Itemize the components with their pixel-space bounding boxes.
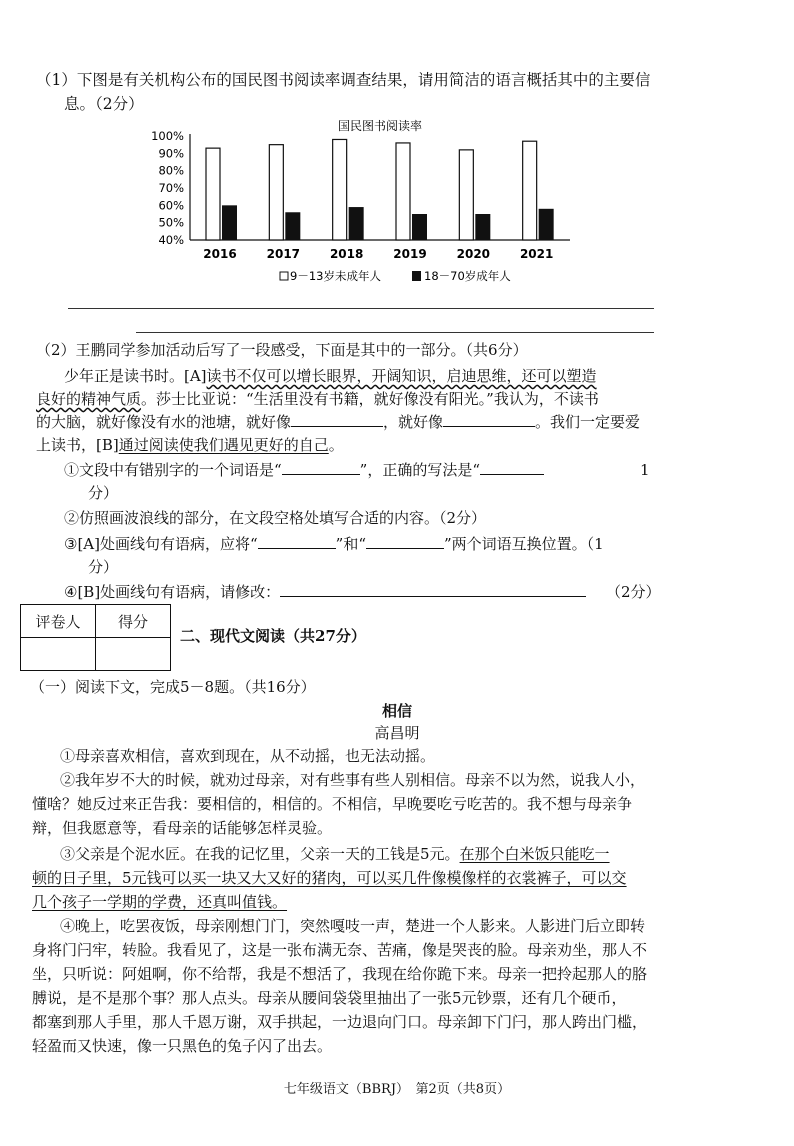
legend-label-minors: 9－13岁未成年人 <box>290 269 381 283</box>
legend-swatch-adults <box>412 271 421 281</box>
answer-line-2 <box>136 332 654 333</box>
reading-line: 坐，只听说：阿姐啊，你不给帮，我是不想活了，我现在给你跪下来。母亲一把拎起那人的胳 <box>32 965 648 983</box>
q2-paragraph-line-4: 上读书，[B]通过阅读使我们遇见更好的自己。 <box>36 436 344 454</box>
reading-line: 辩，但我愿意等，看母亲的话能够怎样灵验。 <box>32 819 333 837</box>
bar-adults-2020 <box>475 214 490 240</box>
x-tick-label: 2018 <box>329 247 364 261</box>
bar-minors-2018 <box>333 139 347 240</box>
score-table <box>20 604 171 671</box>
reading-line: 几个孩子一学期的学费，还真叫值钱。 <box>32 893 288 911</box>
legend-label-adults: 18－70岁成年人 <box>424 269 511 283</box>
s3-blank-1[interactable] <box>258 534 336 549</box>
reading-line: 身将门闩牢，转脸。我看见了，这是一张布满无奈、苦痛，像是哭丧的脸。母亲劝坐，那人不 <box>32 941 648 959</box>
bar-minors-2019 <box>396 143 410 240</box>
s1-score-1: 1 <box>640 461 650 479</box>
reading-line: ②我年岁不大的时候，就劝过母亲，对有些事有些人别相信。母亲不以为然，说我人小， <box>60 771 646 789</box>
s1-blank-1[interactable] <box>282 460 360 475</box>
score-label: 得分 <box>96 605 171 638</box>
bar-minors-2021 <box>523 141 537 240</box>
bar-minors-2016 <box>206 148 220 240</box>
q2-blank-2[interactable] <box>443 412 535 427</box>
x-tick-label: 2020 <box>456 247 491 261</box>
s3-score: 分） <box>88 558 119 576</box>
q2-paragraph-line-3: 的大脑，就好像没有水的池塘，就好像 ，就好像 。我们一定要爱 <box>36 413 641 431</box>
q1-line-1: （1）下图是有关机构公布的国民图书阅读率调查结果，请用简洁的语言概括其中的主要信 <box>36 71 651 89</box>
q2-subquestion-1: ①文段中有错别字的一个词语是“ ”，正确的写法是“ <box>64 460 544 480</box>
page-footer: 七年级语文（BBRJ） 第2页（共8页） <box>283 1082 511 1097</box>
x-tick-label: 2016 <box>203 247 237 261</box>
q2-wavy-sentence: 读书不仅可以增长眼界，开阔知识，启迪思维，还可以塑造 <box>206 367 597 385</box>
reading-line: 顿的日子里，5元钱可以买一块又大又好的猪肉，可以买几件像模像样的衣裳裤子，可以交 <box>32 869 627 887</box>
reading-instructions: （一）阅读下文，完成5－8题。（共16分） <box>30 678 316 696</box>
section-title: 二、现代文阅读（共27分） <box>180 627 366 645</box>
q2-intro: （2）王鹏同学参加活动后写了一段感受，下面是其中的一部分。（共6分） <box>36 341 528 359</box>
y-tick-label: 100% <box>151 129 184 143</box>
x-tick-label: 2021 <box>519 247 554 261</box>
reading-rate-bar-chart <box>140 116 580 296</box>
bar-adults-2021 <box>539 209 554 240</box>
reading-line: 膊说，是不是那个事？那人点头。母亲从腰间袋袋里抽出了一张5元钞票，还有几个硬币， <box>32 989 627 1007</box>
q2-subquestion-4: ④[B]处画线句有语病，请修改： <box>64 582 586 602</box>
bar-adults-2018 <box>349 207 364 240</box>
s4-score: （2分） <box>606 583 661 601</box>
reading-author: 高昌明 <box>374 724 420 742</box>
bar-adults-2017 <box>285 212 300 240</box>
s1-blank-2[interactable] <box>480 460 544 475</box>
answer-line-1 <box>68 308 654 309</box>
reading-line: 轻盈而又快速，像一只黑色的兔子闪了出去。 <box>32 1037 333 1055</box>
y-tick-label: 70% <box>158 181 184 195</box>
q2-blank-1[interactable] <box>291 412 383 427</box>
y-tick-label: 90% <box>158 146 184 161</box>
legend-swatch-minors <box>280 272 288 280</box>
y-tick-label: 80% <box>158 163 184 178</box>
bar-adults-2019 <box>412 214 427 240</box>
bar-minors-2020 <box>459 150 473 240</box>
bar-minors-2017 <box>269 145 283 240</box>
q2-paragraph-line-2: 良好的精神气质。莎士比亚说：“生活里没有书籍，就好像没有阳光。”我认为，不读书 <box>36 390 599 408</box>
chart-title: 国民图书阅读率 <box>337 119 423 133</box>
y-tick-label: 40% <box>158 233 184 247</box>
q2-subquestion-3: ③[A]处画线句有语病，应将“ ”和“ ”两个词语互换位置。（1 <box>64 535 604 553</box>
s3-blank-2[interactable] <box>366 534 444 549</box>
q2-subquestion-2: ②仿照画波浪线的部分，在文段空格处填写合适的内容。（2分） <box>64 509 487 527</box>
bar-adults-2016 <box>222 205 237 240</box>
reading-title: 相信 <box>381 702 412 720</box>
x-tick-label: 2017 <box>266 247 301 261</box>
reading-line: ④晚上，吃罢夜饭，母亲刚想门门，突然嘎吱一声，楚进一个人影来。人影进门后立即转 <box>60 917 646 935</box>
reading-line: ③父亲是个泥水匠。在我的记忆里，父亲一天的工钱是5元。在那个白米饭只能吃一 <box>60 845 610 863</box>
s1-score-2: 分） <box>88 484 119 502</box>
s4-blank[interactable] <box>280 582 586 597</box>
y-tick-label: 60% <box>158 198 184 213</box>
score-cell[interactable] <box>96 638 171 671</box>
q2-paragraph-line-1: 少年正是读书时。[A]读书不仅可以增长眼界，开阔知识，启迪思维，还可以塑造 <box>64 367 597 385</box>
reviewer-cell[interactable] <box>21 638 96 671</box>
y-tick-label: 50% <box>158 215 184 230</box>
reviewer-label: 评卷人 <box>21 605 96 638</box>
reading-line: ①母亲喜欢相信，喜欢到现在，从不动摇，也无法动摇。 <box>60 747 436 765</box>
q1-line-2: 息。（2分） <box>64 95 144 113</box>
reading-line: 懂啥？她反过来正告我：要相信的，相信的。不相信，早晚要吃亏吃苦的。我不想与母亲争 <box>32 795 633 813</box>
x-tick-label: 2019 <box>393 247 427 261</box>
reading-line: 都塞到那人手里，那人千恩万谢，双手拱起，一边退向门口。母亲卸下门闩，那人跨出门槛， <box>32 1013 648 1031</box>
